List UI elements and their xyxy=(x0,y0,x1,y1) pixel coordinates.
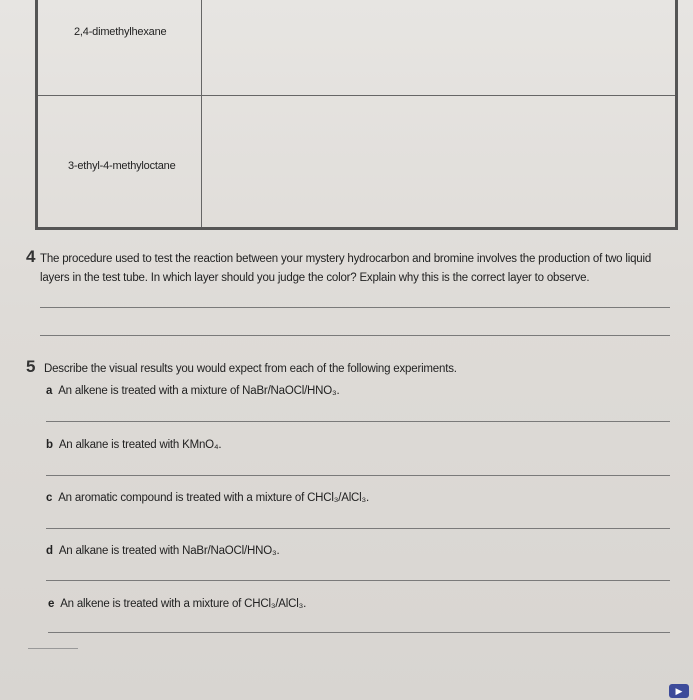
question-5e-text: An alkene is treated with a mixture of CHCl₃/AlCl₃. xyxy=(60,598,307,610)
question-4-number: 4 xyxy=(26,247,36,266)
question-5e xyxy=(48,598,306,610)
stray-mark xyxy=(28,648,78,649)
answer-line-5b[interactable] xyxy=(46,475,670,476)
question-5a-text: An alkene is treated with a mixture of NaBr/NaOCl/HNO₃. xyxy=(58,385,340,397)
compound-table xyxy=(35,0,678,230)
table-column-divider xyxy=(201,0,202,227)
question-5e-letter: e xyxy=(48,598,55,610)
question-5d-letter: d xyxy=(46,545,53,557)
answer-line-5d[interactable] xyxy=(46,580,670,581)
table-row-divider xyxy=(38,95,675,96)
question-5b xyxy=(46,439,221,451)
question-5c xyxy=(46,492,369,504)
answer-line-4a[interactable] xyxy=(40,307,670,308)
question-5a-letter: a xyxy=(46,385,53,397)
answer-line-5a[interactable] xyxy=(46,421,670,422)
question-5b-text: An alkane is treated with KMnO₄. xyxy=(58,439,222,451)
question-5c-letter: c xyxy=(46,492,53,504)
question-4-line-2: layers in the test tube. In which layer should you judge the color? Explain why this is the correct layer to observe. xyxy=(40,272,590,284)
question-5-prompt: Describe the visual results you would expect from each of the following experiments. xyxy=(44,363,457,375)
question-5c-text: An aromatic compound is treated with a mixture of CHCl₃/AlCl₃. xyxy=(58,492,369,504)
answer-line-5e[interactable] xyxy=(48,632,670,633)
compound-name-2: 3-ethyl-4-methyloctane xyxy=(68,160,176,172)
compound-name-1: 2,4-dimethylhexane xyxy=(74,26,167,38)
answer-line-5c[interactable] xyxy=(46,528,670,529)
question-5b-letter: b xyxy=(46,439,53,451)
question-5d xyxy=(46,545,279,557)
question-4-text xyxy=(40,250,685,288)
question-5d-text: An alkane is treated with NaBr/NaOCl/HNO₃. xyxy=(58,545,280,557)
answer-line-4b[interactable] xyxy=(40,335,670,336)
app-icon: ▶ xyxy=(669,684,689,698)
question-5-number: 5 xyxy=(26,357,36,376)
question-4-line-1: The procedure used to test the reaction between your mystery hydrocarbon and bromine involves the production of two liquid xyxy=(40,253,652,265)
question-5a xyxy=(46,385,340,397)
